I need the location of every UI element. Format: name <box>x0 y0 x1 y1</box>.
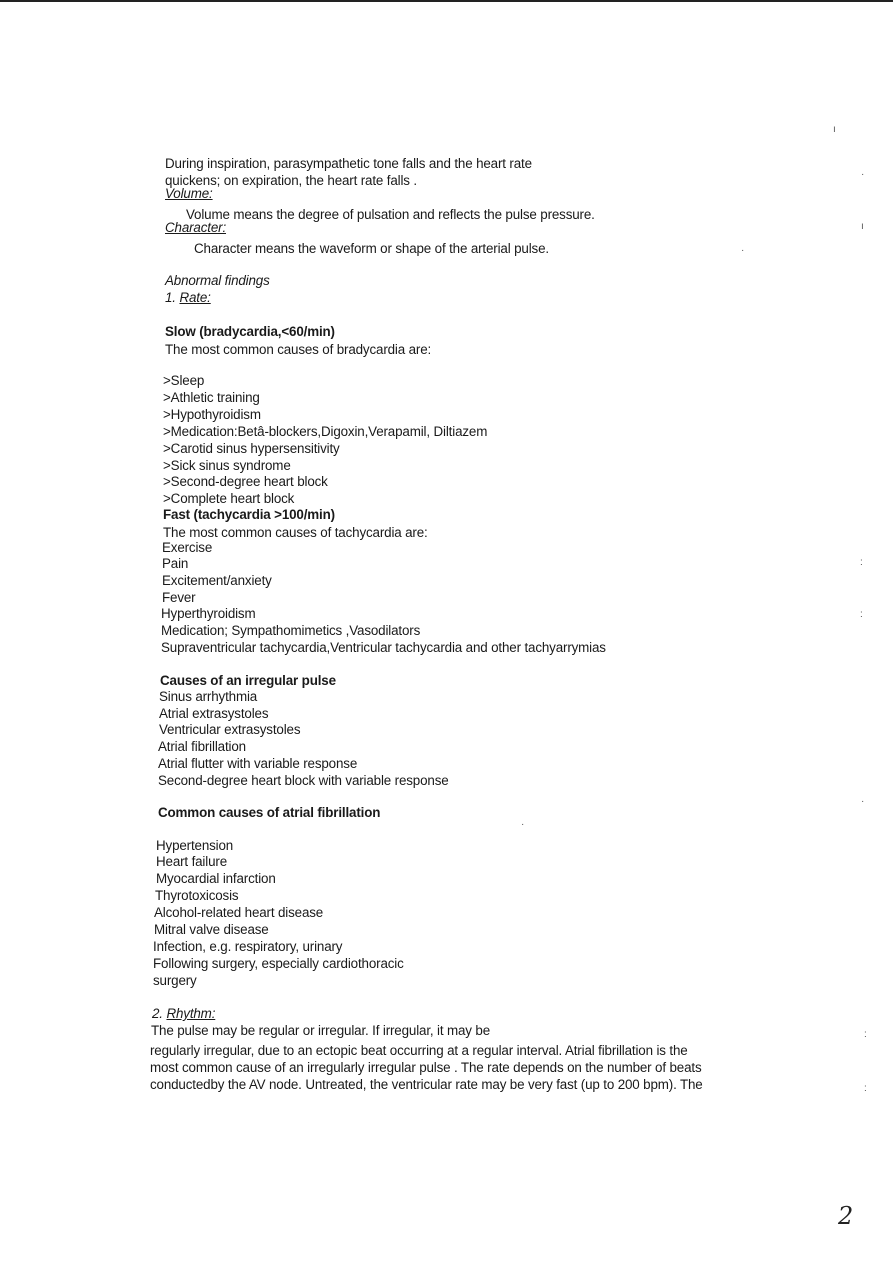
character-text: Character means the waveform or shape of the arterial pulse. <box>194 241 549 256</box>
af-cause-item: Alcohol-related heart disease <box>154 905 324 920</box>
bradycardia-item: >Sleep <box>163 373 205 388</box>
bradycardia-item: >Second-degree heart block <box>163 474 328 489</box>
af-cause-item: Thyrotoxicosis <box>155 888 239 903</box>
intro-line-1: During inspiration, parasympathetic tone falls and the heart rate <box>165 156 532 171</box>
rhythm-paragraph-line: regularly irregular, due to an ectopic beat occurring at a regular interval. Atrial fibrillation is the <box>150 1043 688 1058</box>
irregular-pulse-heading: Causes of an irregular pulse <box>160 673 336 688</box>
tachycardia-intro: The most common causes of tachycardia are: <box>163 525 428 540</box>
irregular-pulse-item: Atrial flutter with variable response <box>158 756 358 771</box>
af-cause-item: Mitral valve disease <box>154 922 269 937</box>
af-cause-item: Following surgery, especially cardiothoracic <box>153 956 404 971</box>
intro-line-2: quickens; on expiration, the heart rate falls . <box>165 173 417 188</box>
rate-heading <box>165 290 211 306</box>
scan-speck: · <box>741 245 745 256</box>
af-cause-item: Myocardial infarction <box>156 871 276 886</box>
tachycardia-item: Excitement/anxiety <box>162 573 272 588</box>
scan-speck: : <box>860 557 863 568</box>
rhythm-number: 2. <box>152 1006 163 1021</box>
scan-speck: · <box>861 796 865 807</box>
abnormal-findings-heading: Abnormal findings <box>165 273 270 288</box>
bradycardia-intro: The most common causes of bradycardia are: <box>165 342 432 357</box>
character-heading: Character: <box>165 220 227 235</box>
scan-speck: · <box>861 169 865 180</box>
scan-speck: ı <box>833 124 836 135</box>
irregular-pulse-item: Atrial fibrillation <box>158 739 246 754</box>
irregular-pulse-item: Sinus arrhythmia <box>159 689 258 704</box>
bradycardia-item: >Athletic training <box>163 390 260 405</box>
scan-speck: ı <box>861 221 864 232</box>
volume-text: Volume means the degree of pulsation and reflects the pulse pressure. <box>186 207 595 222</box>
rhythm-paragraph-line: conductedby the AV node. Untreated, the ventricular rate may be very fast (up to 200 bpm). The <box>150 1077 703 1092</box>
rhythm-paragraph-line: most common cause of an irregularly irregular pulse . The rate depends on the number of beats <box>150 1060 702 1075</box>
rate-number: 1. <box>165 290 176 305</box>
af-cause-item: Heart failure <box>156 854 227 869</box>
tachycardia-item: Pain <box>162 556 189 571</box>
af-cause-item: surgery <box>153 973 197 988</box>
tachycardia-heading: Fast (tachycardia >100/min) <box>163 507 335 522</box>
irregular-pulse-item: Ventricular extrasystoles <box>159 722 301 737</box>
page-number: 2 <box>838 1202 854 1230</box>
bradycardia-item: >Sick sinus syndrome <box>163 458 291 473</box>
page-top-edge <box>0 0 893 2</box>
tachycardia-item: Supraventricular tachycardia,Ventricular tachycardia and other tachyarrymias <box>161 640 606 655</box>
scan-speck: · <box>521 819 525 830</box>
bradycardia-heading: Slow (bradycardia,<60/min) <box>165 324 335 339</box>
bradycardia-item: >Medication:Betâ-blockers,Digoxin,Verapamil, Diltiazem <box>163 424 488 439</box>
volume-heading: Volume: <box>165 186 213 201</box>
scan-speck: : <box>864 1029 867 1040</box>
af-cause-item: Hypertension <box>156 838 234 853</box>
bradycardia-item: >Complete heart block <box>163 491 295 506</box>
irregular-pulse-item: Atrial extrasystoles <box>159 706 269 721</box>
tachycardia-item: Medication; Sympathomimetics ,Vasodilators <box>161 623 421 638</box>
scan-speck: : <box>860 609 863 620</box>
tachycardia-item: Hyperthyroidism <box>161 606 256 621</box>
scan-speck: : <box>864 1083 867 1094</box>
rhythm-paragraph-line: The pulse may be regular or irregular. If irregular, it may be <box>151 1023 491 1038</box>
af-causes-heading: Common causes of atrial fibrillation <box>158 805 381 820</box>
irregular-pulse-item: Second-degree heart block with variable response <box>158 773 449 788</box>
bradycardia-item: >Carotid sinus hypersensitivity <box>163 441 340 456</box>
tachycardia-item: Exercise <box>162 540 213 555</box>
rate-label: Rate: <box>179 290 211 305</box>
tachycardia-item: Fever <box>162 590 196 605</box>
bradycardia-item: >Hypothyroidism <box>163 407 261 422</box>
af-cause-item: Infection, e.g. respiratory, urinary <box>153 939 343 954</box>
rhythm-label: Rhythm: <box>166 1006 216 1021</box>
rhythm-heading <box>152 1006 215 1022</box>
